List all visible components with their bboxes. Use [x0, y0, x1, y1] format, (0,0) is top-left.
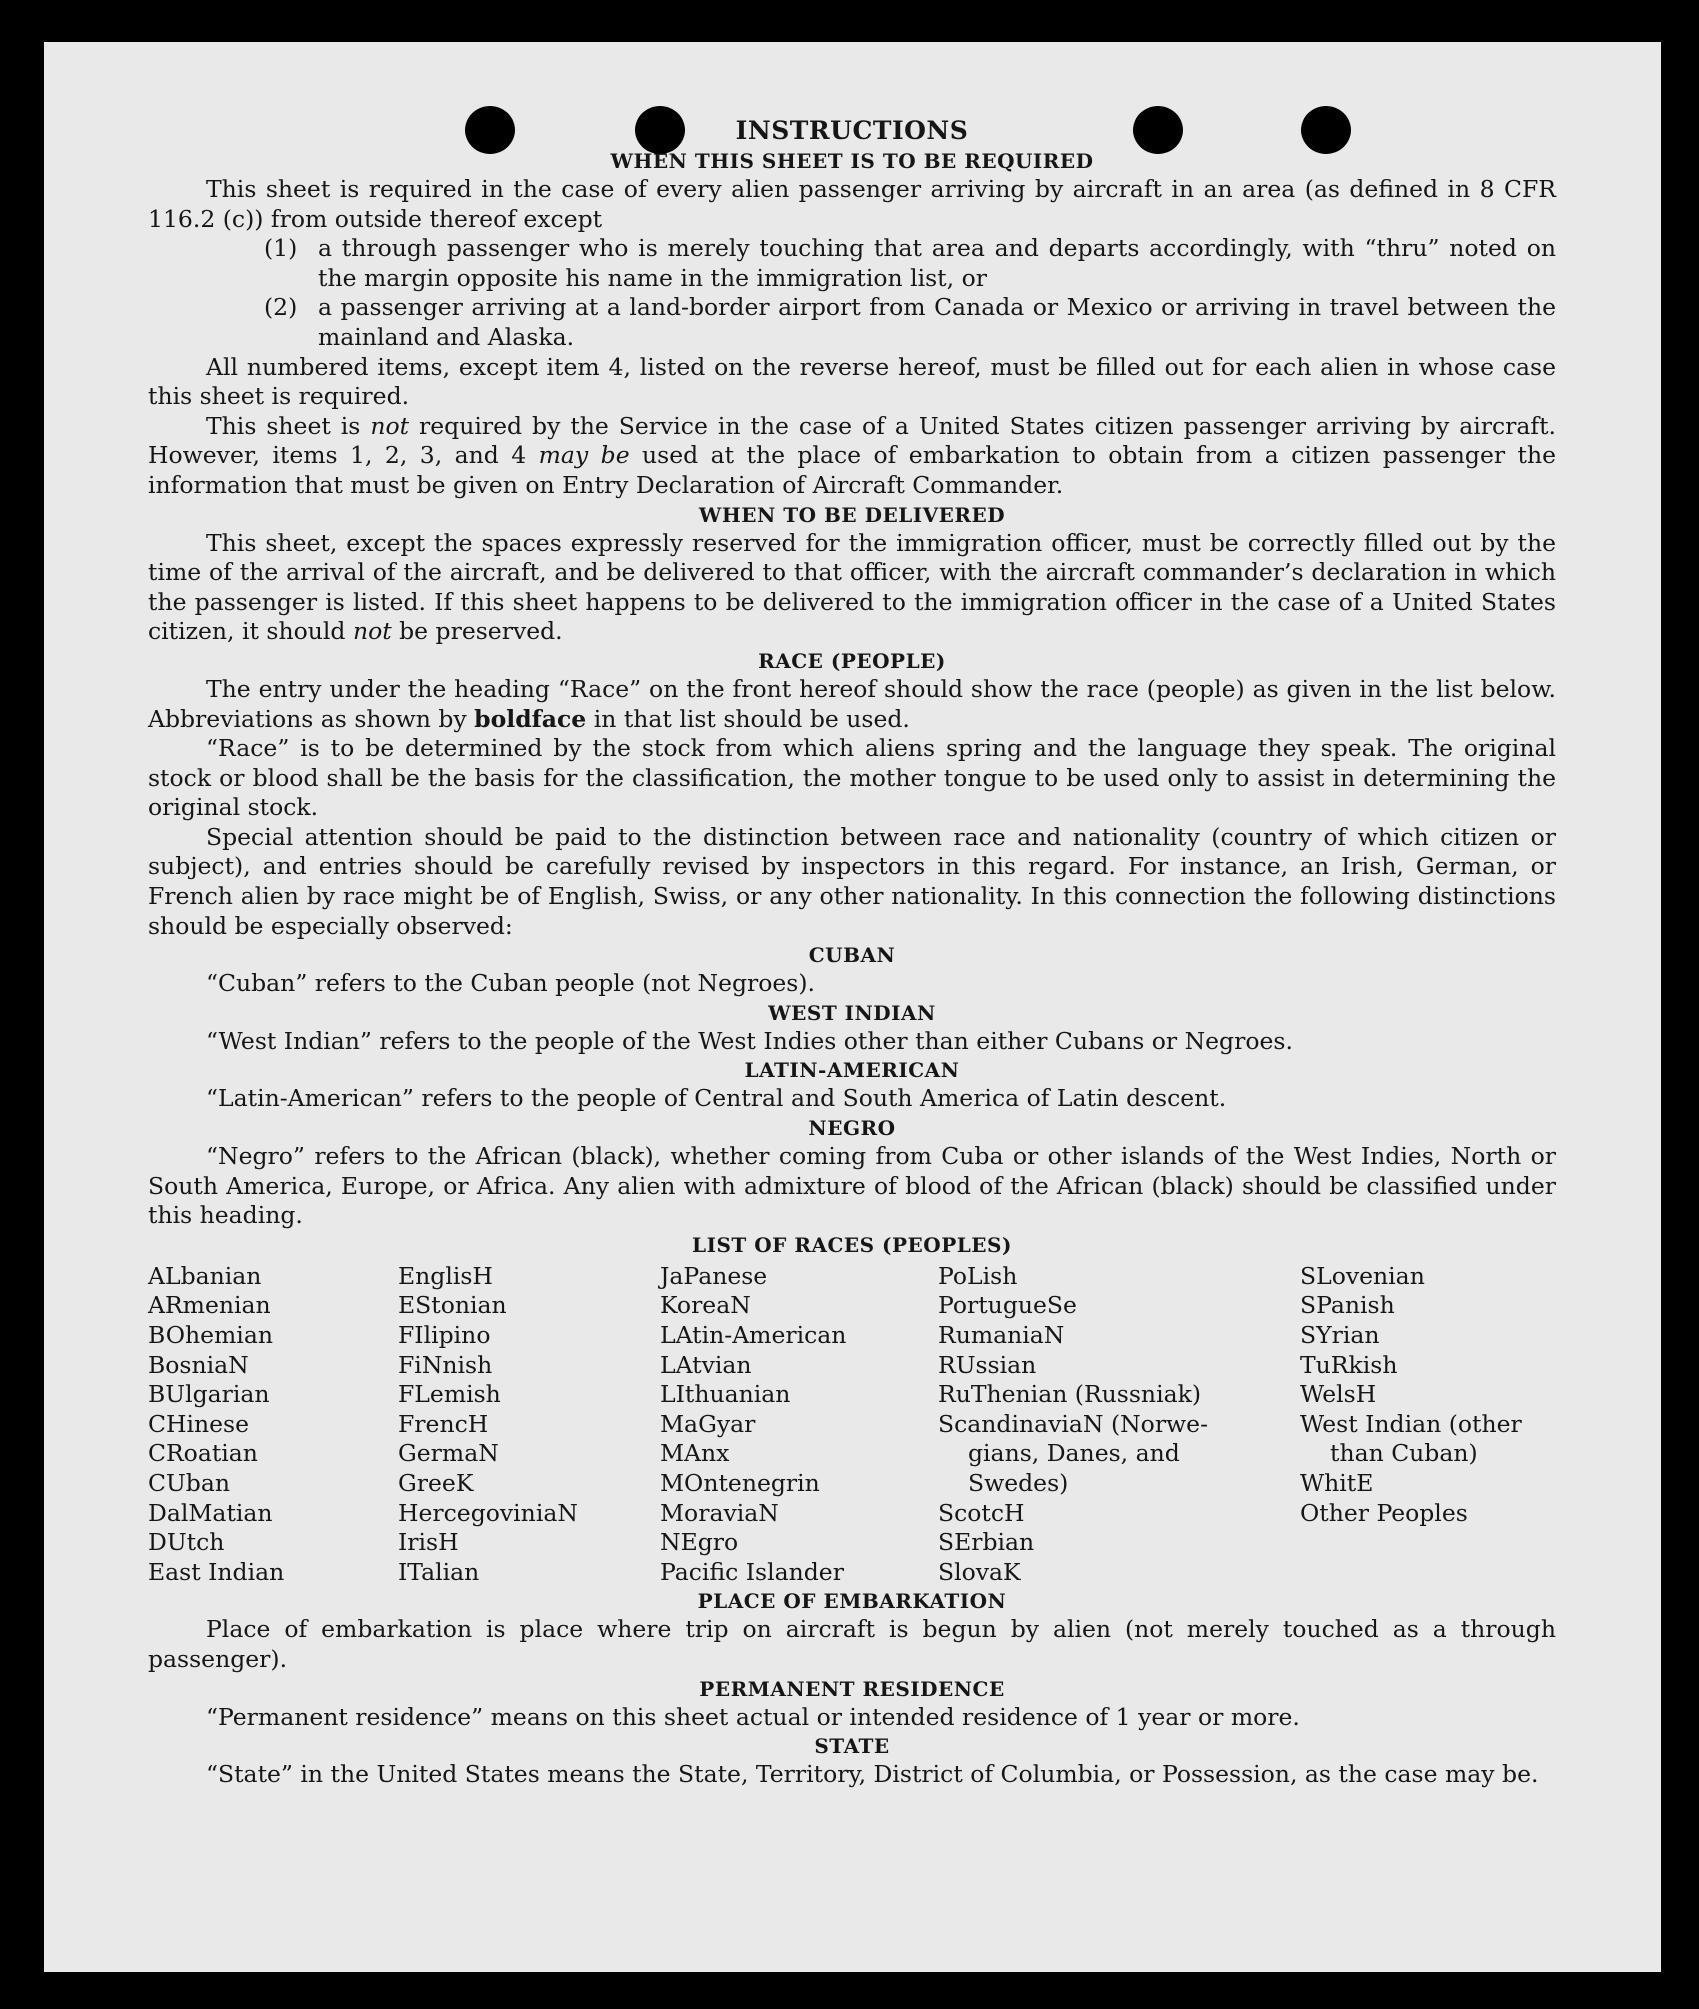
race-item: KoreaN [660, 1291, 751, 1320]
section-heading-state: STATE [814, 1734, 890, 1759]
exception-text: a passenger arriving at a land-border airport from Canada or Mexico or arriving in travel between the mainland and Alaska. [318, 293, 1556, 351]
section-heading-race: RACE (PEOPLE) [758, 648, 946, 673]
race-paragraph-3: Special attention should be paid to the distinction between race and nationality (country of which citizen or subject), and entries should be carefully revised by inspectors in this regard. For instance, an Irish, German, or French alien by race might be of English, Swiss, or any other nationality. In this connection the following distinctions should be especially observed: [148, 822, 1556, 940]
race-item-continued: gians, Danes, and [968, 1439, 1180, 1468]
race-item: ARmenian [148, 1291, 271, 1320]
section-heading-delivered: WHEN TO BE DELIVERED [698, 502, 1006, 527]
race-item: IrisH [398, 1528, 459, 1557]
race-item: TuRkish [1300, 1350, 1398, 1379]
residence-definition: “Permanent residence” means on this sheet actual or intended residence of 1 year or more. [206, 1702, 1300, 1731]
section-heading-west-indian: WEST INDIAN [768, 1000, 936, 1025]
race-item: ITalian [398, 1557, 480, 1586]
race-item: LAtvian [660, 1350, 752, 1379]
delivered-paragraph: This sheet, except the spaces expressly reserved for the immigration officer, must be correctly filled out by the time of the arrival of the aircraft, and be delivered to that officer, with the aircraft commander’s declaration in which the passenger is listed. If this sheet happens to be delivered to the immigration officer in the case of a United States citizen, it should not be preserved. [148, 528, 1556, 646]
race-item: West Indian (other [1300, 1409, 1522, 1438]
exception-item [148, 234, 1556, 293]
race-item: WhitE [1300, 1468, 1374, 1497]
section-heading-embarkation: PLACE OF EMBARKATION [697, 1589, 1007, 1614]
race-item: FLemish [398, 1380, 501, 1409]
west-indian-definition: “West Indian” refers to the people of the West Indies other than either Cubans or Negroes. [206, 1026, 1293, 1055]
section-heading-required: WHEN THIS SHEET IS TO BE REQUIRED [610, 149, 1094, 173]
race-item: RumaniaN [938, 1321, 1065, 1349]
instructions-body [148, 114, 1556, 1790]
races-column-5 [1300, 1262, 1556, 1588]
race-item: ALbanian [148, 1261, 262, 1290]
race-item: MaGyar [660, 1409, 756, 1438]
race-item: EnglisH [398, 1261, 493, 1290]
race-item: FiNnish [398, 1350, 493, 1379]
race-item: BosniaN [148, 1350, 249, 1379]
negro-definition: “Negro” refers to the African (black), whether coming from Cuba or other islands of the West Indies, North or South America, Europe, or Africa. Any alien with admixture of blood of the African (black) should be classified under this heading. [148, 1142, 1556, 1230]
race-item: EStonian [398, 1291, 507, 1320]
race-item: LAtin-American [660, 1321, 847, 1349]
exception-number: (1) [264, 234, 298, 263]
race-paragraph-2: “Race” is to be determined by the stock from which aliens spring and the language they speak. The original stock or blood shall be the basis for the classification, the mother tongue to be used only to assist in determining the original stock. [148, 734, 1556, 822]
race-item: GermaN [398, 1439, 499, 1468]
races-column-1 [148, 1262, 398, 1588]
race-item: BOhemian [148, 1321, 273, 1349]
race-item: SLovenian [1300, 1261, 1425, 1290]
race-item: PortugueSe [938, 1291, 1077, 1320]
race-item: East Indian [148, 1557, 285, 1586]
race-item: FIlipino [398, 1321, 491, 1349]
race-item: MoraviaN [660, 1498, 779, 1527]
section-heading-list-of-races: LIST OF RACES (PEOPLES) [692, 1232, 1012, 1257]
race-item: SPanish [1300, 1291, 1395, 1320]
race-item: CHinese [148, 1409, 249, 1438]
race-item: SErbian [938, 1528, 1035, 1557]
cuban-definition: “Cuban” refers to the Cuban people (not Negroes). [206, 969, 816, 998]
race-item: DalMatian [148, 1498, 273, 1527]
race-item: GreeK [398, 1468, 474, 1497]
race-item: CUban [148, 1468, 230, 1497]
race-item: WelsH [1300, 1380, 1377, 1409]
race-item: ScandinaviaN (Norwe- [938, 1409, 1209, 1438]
exception-item [148, 293, 1556, 352]
races-column-3 [660, 1262, 938, 1588]
section-heading-residence: PERMANENT RESIDENCE [699, 1676, 1005, 1701]
races-column-4 [938, 1262, 1300, 1588]
section-heading-negro: NEGRO [808, 1116, 896, 1141]
race-item: CRoatian [148, 1439, 258, 1468]
race-item: MAnx [660, 1439, 730, 1468]
race-item-continued: than Cuban) [1330, 1439, 1478, 1468]
page-title: INSTRUCTIONS [735, 116, 969, 145]
race-item: LIthuanian [660, 1380, 791, 1409]
race-item: JaPanese [660, 1261, 768, 1290]
race-item: RUssian [938, 1350, 1037, 1379]
race-item: HercegoviniaN [398, 1498, 578, 1527]
state-definition: “State” in the United States means the State, Territory, District of Columbia, or Possession, as the case may be. [206, 1760, 1539, 1789]
races-list [148, 1262, 1556, 1588]
embarkation-definition: Place of embarkation is place where trip on aircraft is begun by alien (not merely touched as a through passenger). [148, 1615, 1556, 1673]
race-item: DUtch [148, 1528, 225, 1557]
document-page [44, 42, 1661, 1972]
section-heading-latin-american: LATIN-AMERICAN [744, 1058, 960, 1083]
section-heading-cuban: CUBAN [808, 943, 896, 968]
race-paragraph-1: The entry under the heading “Race” on the front hereof should show the race (people) as given in the list below. Abbreviations as shown by boldface in that list should be used. [148, 674, 1556, 733]
race-item: RuThenian (Russniak) [938, 1380, 1201, 1409]
races-column-2 [398, 1262, 660, 1588]
required-intro: This sheet is required in the case of every alien passenger arriving by aircraft in an area (as defined in 8 CFR 116.2 (c)) from outside thereof except [148, 175, 1556, 233]
race-item: Pacific Islander [660, 1557, 844, 1586]
citizen-paragraph: This sheet is not required by the Service in the case of a United States citizen passenger arriving by aircraft. However, items 1, 2, 3, and 4 may be used at the place of embarkation to obtain from a citizen passenger the information that must be given on Entry Declaration of Aircraft Commander. [148, 411, 1557, 499]
latin-american-definition: “Latin-American” refers to the people of Central and South America of Latin descent. [206, 1084, 1227, 1113]
race-item: FrencH [398, 1409, 489, 1438]
exception-number: (2) [264, 293, 298, 322]
numbered-items-paragraph: All numbered items, except item 4, listed on the reverse hereof, must be filled out for each alien in whose case this sheet is required. [148, 352, 1556, 411]
race-item: Other Peoples [1300, 1498, 1468, 1527]
race-item: MOntenegrin [660, 1468, 820, 1497]
race-item-continued: Swedes) [968, 1468, 1069, 1497]
exception-text: a through passenger who is merely touching that area and departs accordingly, with “thru” noted on the margin opposite his name in the immigration list, or [318, 234, 1556, 292]
race-item: ScotcH [938, 1498, 1025, 1527]
race-item: PoLish [938, 1261, 1018, 1290]
race-item: BUlgarian [148, 1380, 270, 1409]
race-item: NEgro [660, 1528, 739, 1557]
race-item: SlovaK [938, 1557, 1021, 1586]
race-item: SYrian [1300, 1321, 1380, 1349]
